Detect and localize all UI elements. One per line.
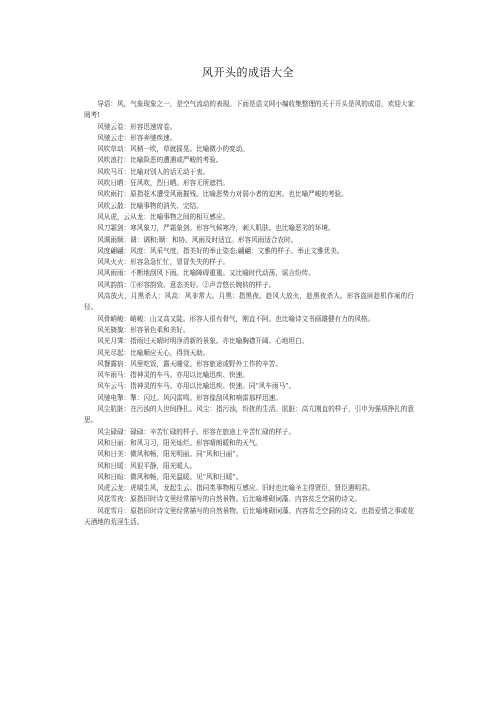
idiom-entry: 风刀霜剑：寒风象刀，严霜象剑。形容气候寒冷，刺人肌肤。也比喻恶劣的环境。 [97,224,335,233]
idiom-entry: 风吹草动：风稍一吹，草就摇晃。比喻微小的变动。 [97,145,249,154]
idiom-entry: 风光尽起：比喻顺应天心，得到天助。 [97,348,210,357]
idiom-entry: 风吹马耳：比喻对别人的话无动于衷。 [97,167,210,176]
idiom-entry: 风骨峭峻：峭峻：山又高又陡。形容人很有骨气，刚直不阿。也比喻诗文书画雄健有力的风格。 [97,314,375,323]
idiom-entry: 风虎云龙：虎啸生风，龙起生云。指同类事物相互感应。旧时也比喻圣主得贤臣，贤臣遇明君。 [97,484,375,493]
idiom-entry: 风吹雨打：原指花木遭受风雨摧残。比喻恶势力对弱小者的迫害。也比喻严峻的考验。 [97,190,348,199]
idiom-entry: 风和日丽：和风习习，阳光灿烂。形容晴朗暖和的天气。 [97,438,263,447]
idiom-entry: 风花雪夜：原指旧时诗文里经常描写的自然景物。后比喻堆砌词藻、内容贫乏空洞的诗文。 [97,495,361,504]
idiom-entry: 风餐露宿：风里吃饭，露天睡觉。形容旅途或野外工作的辛苦。 [97,359,282,368]
idiom-entry: 风吹日晒：狂风吹，烈日晒。形容无所遮挡。 [97,179,230,188]
idiom-entry: 风风韵韵：①形容韵致、意态美好。②声音悠长婉转的样子。 [97,280,276,289]
idiom-entry: 风车雨马：指神灵的车马。亦用以比喻迅疾、快速。 [97,371,249,380]
idiom-entry: 风风火火：形容急急忙忙，冒冒失失的样子。 [97,258,230,267]
idiom-entry: 风驰电掣：掣：闪过。风闪雷鸣。形容像刮风和响雷那样迅速。 [97,393,282,402]
idiom-entry: 风尘肮脏：在污浊的人世间挣扎。风尘：指污浊，纷扰的生活。肮脏：高亢刚直的样子，引申为强项挣扎的意思。 [84,405,414,425]
idiom-entry: 风从虎，云从龙：比喻事物之间的相互感应。 [97,212,230,221]
idiom-entry: 风驰云卷：形容迅速席卷。 [97,122,177,131]
intro-paragraph: 导语：风，气象现象之一，是空气流动的表现。下面是语文网小编收集整理的关于开头是风的成语，欢迎大家阅考! [84,100,414,120]
idiom-entry: 风吹浪打：比喻险恶的遭遇或严峻的考验。 [97,156,223,165]
idiom-entry: 风吹云散：比喻事物的消失、完结。 [97,201,203,210]
idiom-entry: 风花雪月：原指旧时诗文里经常描写的自然景物。后比喻堆砌词藻、内容贫乏空洞的诗文。也指爱情之事或花天酒地的荒淫生活。 [84,506,414,526]
idiom-entry: 风和日暖：风很平静，阳光暖人。 [97,461,197,470]
idiom-entry: 风驰云走：形容奔驰疾速。 [97,133,177,142]
page-title: 风开头的成语大全 [202,66,294,79]
idiom-entry: 风尘碌碌：碌碌：辛苦忙碌的样子。形容在旅途上辛苦忙碌的样子。 [97,427,295,436]
idiom-entry: 风风雨雨：不断地刮风下雨。比喻障碍重重。又比喻时代动荡，谣言纷传。 [97,269,315,278]
idiom-entry: 风调雨顺：调：调和;顺：和协。风雨及时适宜。形容风雨适合农时。 [97,235,298,244]
idiom-entry: 风高放火，月黑杀人：风高：风非常大。月黑：指黑夜。趁风大放火，趁黑夜杀人。形容盗匪趁机作案的行径。 [84,292,414,312]
idiom-entry: 风光旖旎：形容景色柔和美好。 [97,325,190,334]
idiom-entry: 风和日美：微风和畅，阳光明丽。同“风和日丽”。 [97,450,243,459]
idiom-entry: 风车云马：指神灵的车马。亦用以比喻迅疾、快速。同“风车雨马”。 [97,382,296,391]
idiom-entry: 风度翩翩：风度：风采气度，指美好的举止姿态;翩翩：文雅的样子。举止文雅优美。 [97,246,344,255]
idiom-entry: 风和日暄：微风和畅，阳光温暖。见“风和日暖”。 [97,472,243,481]
idiom-entry: 风光月霁：指雨过天晴时明净清新的景象。亦比喻胸襟开阔、心地坦白。 [97,337,309,346]
document-body [84,99,414,528]
